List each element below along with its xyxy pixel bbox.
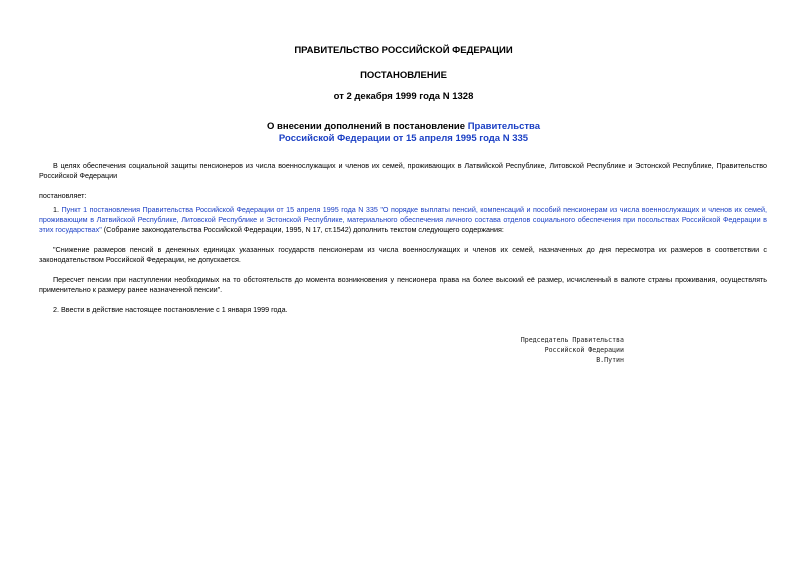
signature-line3: В.Путин [596,356,624,364]
title-prefix: О внесении дополнений в постановление [266,121,468,132]
quote1-paragraph: "Снижение размеров пенсий в денежных единицах указанных государств пенсионерам из числа военнослужащих и членов их семей, назначенных до дня пересмотра их размеров в соответствии с законодательством Российской Федерации, не допускается. [39,245,767,264]
item1-paragraph [39,205,767,235]
title-link-part1[interactable]: Правительства [467,121,541,132]
quote2-paragraph: Пересчет пенсии при наступлении необходимых на то обстоятельств до момента возникновения у пенсионера права на более высокий её размер, исчисленный в валюте страны проживания, осуществлять применительно к размеру ранее назначенной пенсии". [39,275,767,294]
document-type-heading: ПОСТАНОВЛЕНИЕ [360,70,447,81]
title-link-part2[interactable]: Российской Федерации от 15 апреля 1995 года N 335 [278,133,529,144]
item1-number: 1. [53,205,62,214]
signature-line1: Председатель Правительства [520,336,624,344]
item1-link[interactable]: Пункт 1 постановления Правительства Российской Федерации от 15 апреля 1995 года N 335 "О порядке выплаты пенсий, компенсаций и пособий пенсионерам из числа военнослужащих и членов их семей, проживающим в Латвийской Республике, Литовской Республике и Эстонской Республике, материального обеспечения личного состава отделов социального обеспечения при посольствах Российской Федерации в этих государствах" [39,205,767,234]
preamble-paragraph: В целях обеспечения социальной защиты пенсионеров из числа военнослужащих и членов их семей, проживающих в Латвийской Республике, Литовской Республике и Эстонской Республике, Правительство Российской Федерации [39,161,767,180]
document-title [0,121,807,133]
signature-block [521,335,624,365]
item2-paragraph: 2. Ввести в действие настоящее постановление с 1 января 1999 года. [53,305,288,314]
authority-heading: ПРАВИТЕЛЬСТВО РОССИЙСКОЙ ФЕДЕРАЦИИ [294,45,513,56]
document-title-line2 [0,133,807,145]
resolves-line: постановляет: [39,191,87,200]
signature-line2: Российской Федерации [544,346,624,354]
document-date-line: от 2 декабря 1999 года N 1328 [333,91,474,102]
item1-rest: (Собрание законодательства Российской Федерации, 1995, N 17, ст.1542) дополнить текстом следующего содержания: [101,225,504,234]
